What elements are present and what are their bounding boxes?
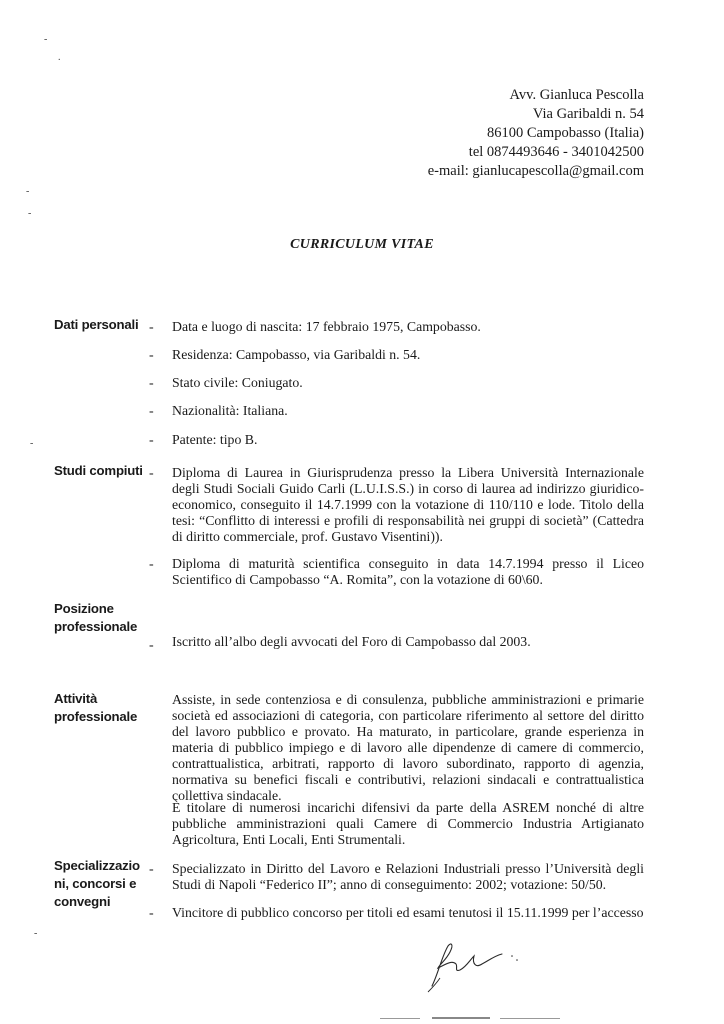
driving-license: Patente: tipo B. (172, 432, 258, 447)
high-school-info: Diploma di maturità scientifica conseguito in data 14.7.1994 presso il Liceo Scientifico di Campobasso “A. Romita”, con la votazione di 60\60. (172, 556, 644, 587)
scan-mark: - (34, 928, 38, 939)
section-label-attivita (54, 690, 146, 726)
scan-mark: - (30, 438, 34, 449)
label-line: professionale (54, 709, 138, 724)
page-bottom-scan-artifact (380, 1012, 570, 1022)
label-line: Posizione (54, 601, 114, 616)
scan-mark: - (44, 34, 48, 45)
label-line: Specializzazio (54, 858, 140, 873)
birth-info: Data e luogo di nascita: 17 febbraio 1975, Campobasso. (172, 319, 481, 334)
activity-paragraph-2: È titolare di numerosi incarichi difensivi da parte della ASREM nonché di altre pubbliche amministrazioni quali Camere di Commercio Industria Artigianato Agricoltura, Enti Locali, Enti Strumentali. (172, 800, 644, 847)
degree-info: Diploma di Laurea in Giurisprudenza presso la Libera Università Internazionale degli Studi Sociali Guido Carli (L.U.I.S.S.) in corso di laurea ad indirizzo giuridico-economico, conseguito il 14.7.1999 con la votazione di 110/110 e lode. Titolo della tesi: “Conflitto di interessi e profili di responsabilità nei gruppi di società” (Cattedra di diritto commerciale, prof. Gustavo Visentini)). (172, 465, 644, 544)
bullet-dash: - (149, 348, 154, 363)
bullet-dash: - (149, 557, 154, 572)
sender-city: 86100 Campobasso (Italia) (486, 125, 644, 141)
document-title: CURRICULUM VITAE (290, 237, 434, 252)
section-label-specializzazioni (54, 857, 146, 911)
bullet-dash: - (149, 320, 154, 335)
sender-phone: tel 0874493646 - 3401042500 (468, 144, 644, 160)
residence-info: Residenza: Campobasso, via Garibaldi n. 54. (172, 347, 421, 362)
marital-status: Stato civile: Coniugato. (172, 375, 303, 390)
sender-street: Via Garibaldi n. 54 (532, 106, 644, 122)
activity-paragraph-1: Assiste, in sede contenziosa e di consulenza, pubbliche amministrazioni e primarie società ed associazioni di categoria, con particolare riferimento al settore del diritto del lavoro pubblico e provato. Ha maturato, in particolare, grande esperienza in materia di pubblico impiego e di lavoro alle dipendenze di camere di commercio, contrattualistica, arbitrati, rapporto di lavoro subordinato, rapporto di agenzia, normativa su benefici fiscali e contributivi, relazioni sindacali e contrattualistica collettiva sindacale. (172, 692, 644, 803)
scan-mark: - (26, 186, 30, 197)
scan-mark: - (28, 208, 32, 219)
label-line: ni, concorsi e (54, 876, 137, 891)
bullet-dash: - (149, 638, 154, 653)
bullet-dash: - (149, 433, 154, 448)
bullet-dash: - (149, 906, 154, 921)
bullet-dash: - (149, 862, 154, 877)
signature-mark (418, 934, 528, 994)
sender-email: e-mail: gianlucapescolla@gmail.com (427, 163, 644, 179)
nationality: Nazionalità: Italiana. (172, 403, 288, 418)
competition-info: Vincitore di pubblico concorso per titoli ed esami tenutosi il 15.11.1999 per l’accesso (172, 905, 644, 920)
section-label-studi: Studi compiuti (54, 463, 143, 478)
section-label-posizione (54, 600, 146, 636)
label-line: Attività (54, 691, 98, 706)
sender-name: Avv. Gianluca Pescolla (509, 87, 644, 103)
label-line: professionale (54, 619, 138, 634)
bullet-dash: - (149, 404, 154, 419)
specialization-info: Specializzato in Diritto del Lavoro e Relazioni Industriali presso l’Università degli Studi di Napoli “Federico II”; anno di conseguimento: 2002; votazione: 50/50. (172, 861, 644, 892)
bar-registration: Iscritto all’albo degli avvocati del Foro di Campobasso dal 2003. (172, 634, 531, 649)
label-line: convegni (54, 894, 111, 909)
bullet-dash: - (149, 466, 154, 481)
sender-address-block (428, 86, 644, 181)
bullet-dash: - (149, 376, 154, 391)
scan-mark: . (58, 52, 61, 63)
section-label-dati-personali: Dati personali (54, 317, 139, 332)
